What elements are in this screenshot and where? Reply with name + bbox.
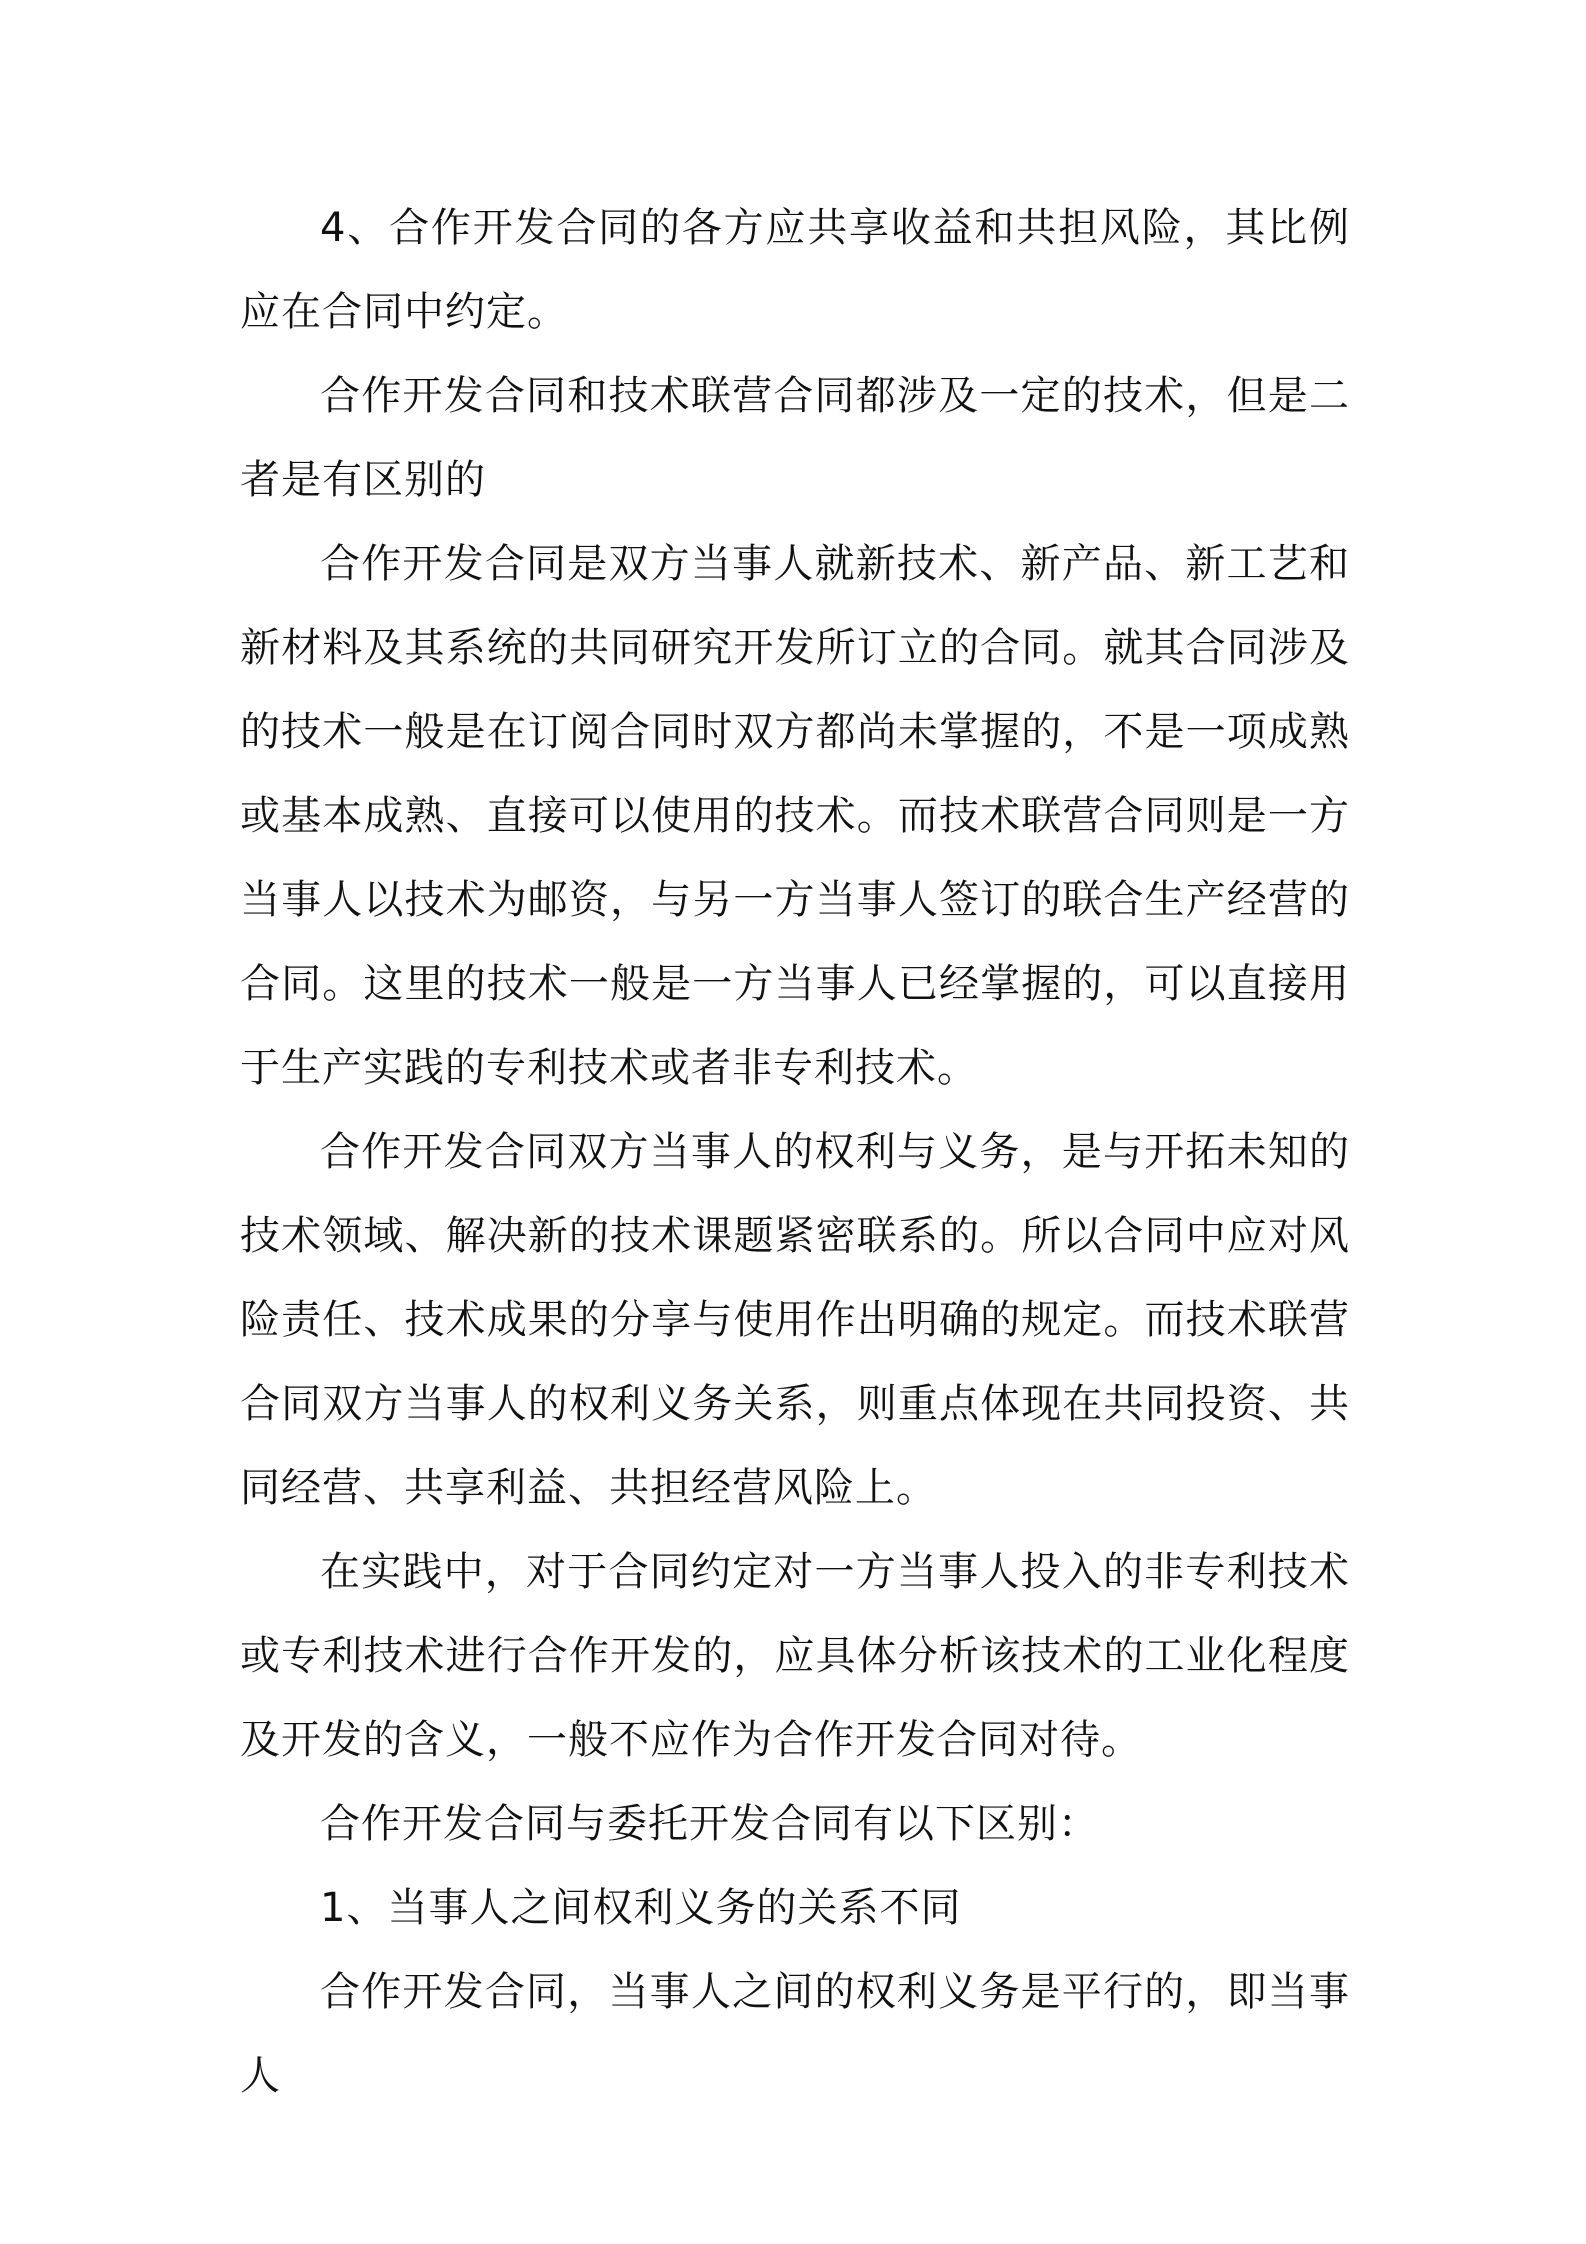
paragraph-point-one-body: 合作开发合同，当事人之间的权利义务是平行的，即当事人 [240, 1969, 1350, 2099]
paragraph-commission-difference-heading: 合作开发合同与委托开发合同有以下区别： [320, 1801, 1099, 1847]
paragraph-point-one-heading: 1、当事人之间权利义务的关系不同 [320, 1885, 962, 1931]
paragraph-rights-obligations: 合作开发合同双方当事人的权利与义务，是与开拓未知的技术领域、解决新的技术课题紧密联系的。所以合同中应对风险责任、技术成果的分享与使用作出明确的规定。而技术联营合同双方当事人的权利义务关系，则重点体现在共同投资、共同经营、共享利益、共担经营风险上。 [240, 1129, 1350, 1511]
paragraph-difference-intro: 合作开发合同和技术联营合同都涉及一定的技术，但是二者是有区别的 [240, 373, 1350, 503]
document-body [240, 186, 1350, 2118]
paragraph-practice: 在实践中，对于合同约定对一方当事人投入的非专利技术或专利技术进行合作开发的，应具体分析该技术的工业化程度及开发的含义，一般不应作为合作开发合同对待。 [240, 1549, 1350, 1763]
paragraph-profit-sharing: 4、合作开发合同的各方应共享收益和共担风险，其比例应在合同中约定。 [240, 205, 1350, 335]
paragraph-cooperative-development-definition: 合作开发合同是双方当事人就新技术、新产品、新工艺和新材料及其系统的共同研究开发所订立的合同。就其合同涉及的技术一般是在订阅合同时双方都尚未掌握的，不是一项成熟或基本成熟、直接可以使用的技术。而技术联营合同则是一方当事人以技术为邮资，与另一方当事人签订的联合生产经营的合同。这里的技术一般是一方当事人已经掌握的，可以直接用于生产实践的专利技术或者非专利技术。 [240, 541, 1350, 1091]
